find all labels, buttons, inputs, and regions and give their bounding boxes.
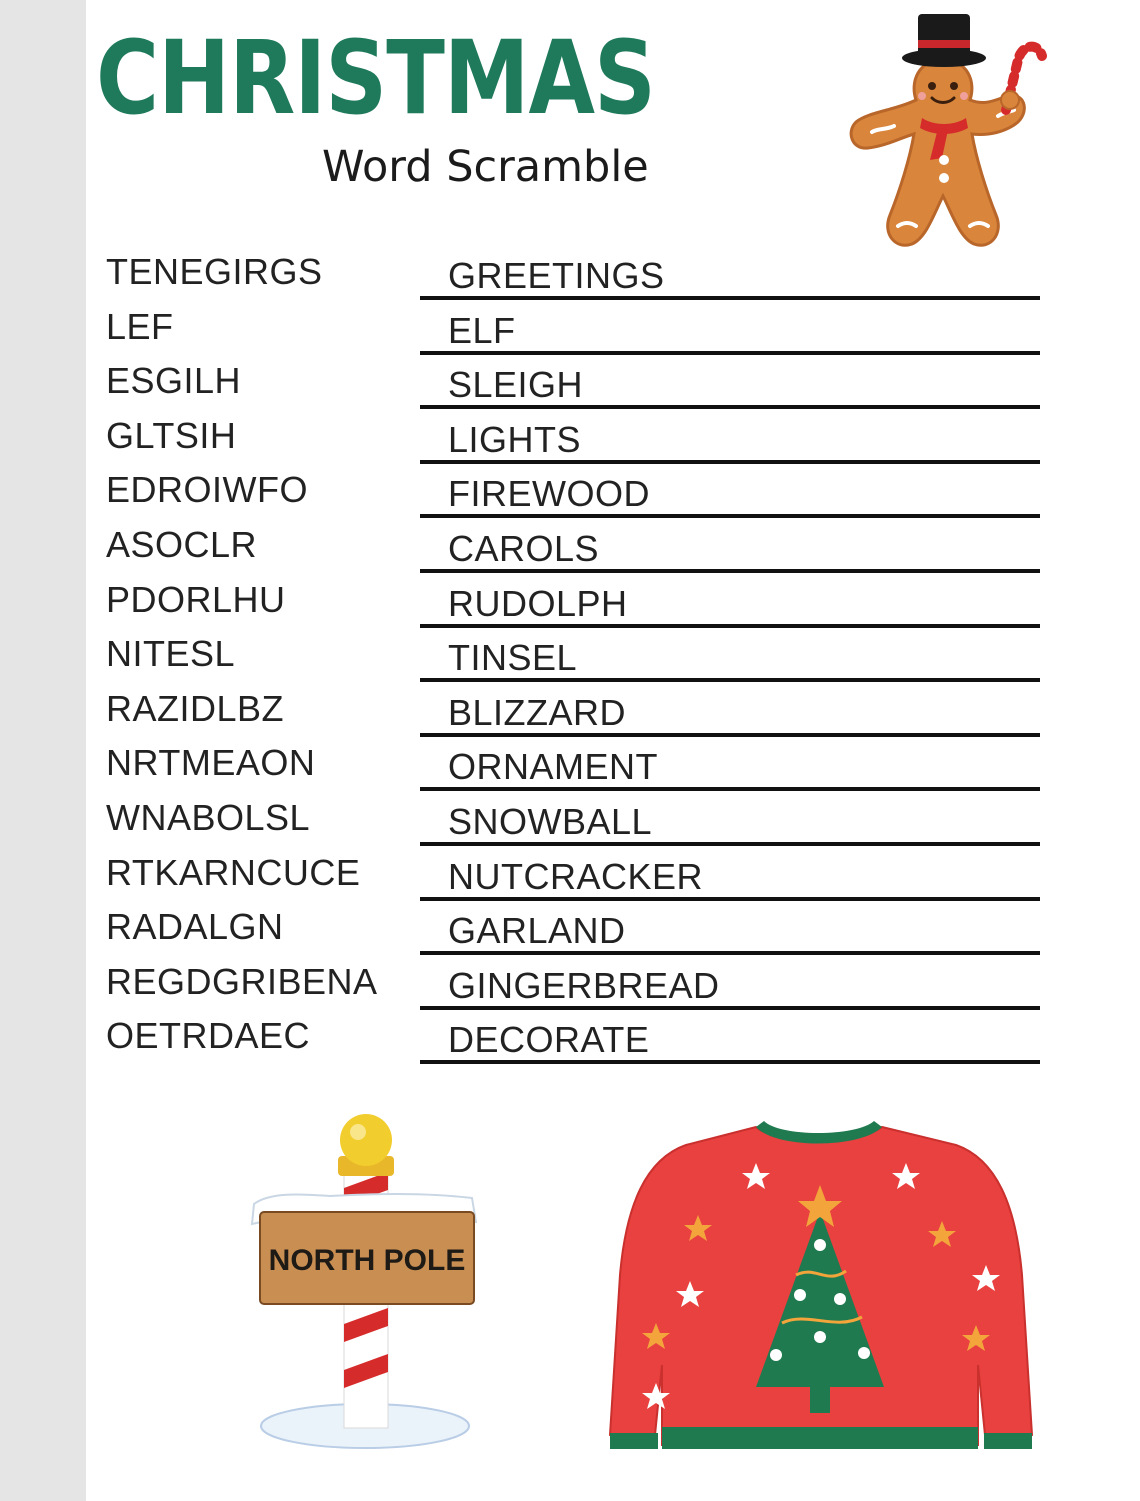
scramble-row [0,683,1140,737]
answer-word: BLIZZARD [448,691,627,733]
north-pole-sign-text: NORTH POLE [268,1244,466,1277]
answer-line [420,569,1040,573]
answer-line [420,514,1040,518]
answer-line [420,1060,1040,1064]
scrambled-word: RTKARNCUCE [106,851,361,893]
answer-word: SNOWBALL [448,801,653,842]
scrambled-word: PDORLHU [106,578,286,620]
scrambled-word: ESGILH [106,360,242,402]
scramble-row [0,847,1140,901]
answer-word: DECORATE [448,1019,650,1061]
gingerbread-man-icon [838,0,1048,265]
answer-line [420,897,1040,901]
scrambled-word: REGDGRIBENA [106,960,378,1002]
answer-line [420,733,1040,737]
answer-word: GREETINGS [448,255,665,296]
scrambled-word: OETRDAEC [106,1015,311,1057]
scrambled-word: NITESL [106,633,236,675]
scramble-row [0,956,1140,1010]
answer-line [420,296,1040,300]
scrambled-word: RAZIDLBZ [106,687,285,729]
scrambled-word: LEF [106,305,174,347]
answer-word: NUTCRACKER [448,855,704,897]
scramble-row [0,628,1140,682]
scramble-row [0,574,1140,628]
answer-word: FIREWOOD [448,473,650,515]
scramble-row [0,519,1140,573]
scrambled-word: EDROIWFO [106,469,308,511]
answer-line [420,624,1040,628]
answer-word: GARLAND [448,910,626,952]
answer-word: CAROLS [448,528,600,569]
christmas-sweater-icon [606,1115,1036,1465]
scrambled-word: NRTMEAON [106,742,316,784]
answer-line [420,351,1040,355]
answer-line [420,1006,1040,1010]
scramble-row [0,792,1140,846]
answer-line [420,405,1040,409]
page-subtitle: Word Scramble [322,142,649,192]
scrambled-word: TENEGIRGS [106,251,323,292]
answer-word: RUDOLPH [448,582,628,624]
answer-line [420,842,1040,846]
answer-line [420,460,1040,464]
answer-line [420,678,1040,682]
answer-word: TINSEL [448,637,578,679]
scramble-row [0,737,1140,791]
scramble-row [0,410,1140,464]
answer-word: GINGERBREAD [448,964,720,1006]
answer-line [420,951,1040,955]
scrambled-word: GLTSIH [106,414,237,456]
answer-line [420,787,1040,791]
scramble-row [0,301,1140,355]
answer-word: ELF [448,309,516,351]
scrambled-word: RADALGN [106,906,284,948]
scrambled-word: ASOCLR [106,524,258,565]
scrambled-word: WNABOLSL [106,797,311,838]
north-pole-sign-icon [240,1108,490,1458]
answer-word: ORNAMENT [448,746,658,788]
answer-word: SLEIGH [448,364,584,406]
scramble-row [0,464,1140,518]
scramble-row [0,1010,1140,1064]
scramble-row [0,901,1140,955]
scramble-row [0,355,1140,409]
answer-word: LIGHTS [448,418,582,460]
page-title: CHRISTMAS [96,19,655,138]
scramble-row [0,246,1140,300]
